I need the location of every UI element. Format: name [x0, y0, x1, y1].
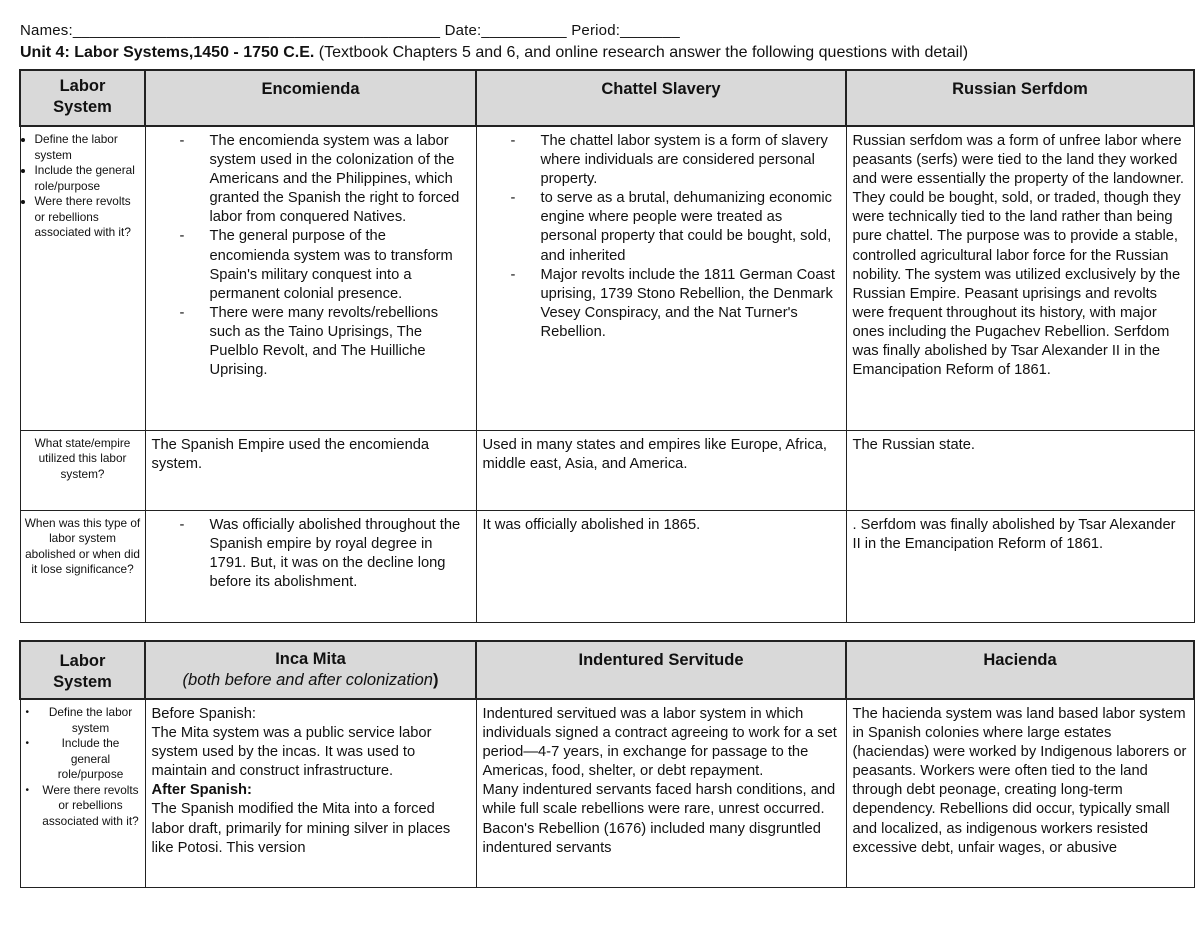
abolished-prompt: When was this type of labor system abolished or when did it lose significance?	[24, 515, 141, 576]
chattel-state-cell[interactable]	[476, 430, 846, 510]
inca-mita-subtitle: (both before and after colonization	[182, 671, 433, 689]
chattel-point: - to serve as a brutal, dehumanizing economic engine where people were treated as personal property that could be bought, sold, and inherited	[483, 189, 840, 265]
unit-title: Unit 4: Labor Systems,1450 - 1750 C.E.	[20, 44, 315, 61]
name-date-period-line[interactable]: Names:___________________________________________ Date:__________ Period:_______	[20, 22, 680, 39]
encomienda-state-text: The Spanish Empire used the encomienda system.	[151, 436, 430, 472]
abolished-prompt-cell	[20, 510, 145, 622]
inca-mita-header	[145, 641, 476, 699]
mita-after-label: After Spanish:	[151, 782, 252, 799]
define-prompt-cell-2	[20, 699, 145, 887]
inca-mita-subtitle-close: )	[432, 671, 439, 689]
prompt-revolts: • Were there revolts or rebellions associated with it?	[35, 194, 141, 241]
indentured-define-cell[interactable]	[476, 699, 846, 887]
hacienda-define-cell[interactable]	[846, 699, 1194, 887]
state-prompt-cell	[20, 430, 145, 510]
chattel-point: - Major revolts include the 1811 German Coast uprising, 1739 Stono Rebellion, the Denmark Vesey Conspiracy, and the Nat Turner's Rebellion.	[483, 266, 840, 342]
encomienda-state-cell[interactable]	[145, 430, 476, 510]
encomienda-abolished-text: - Was officially abolished throughout the Spanish empire by royal degree in 1791. But, it was on the decline long before its abolishment.	[152, 516, 470, 592]
labor-label-line1: Labor	[59, 77, 106, 95]
labor-table-2	[19, 640, 1195, 888]
chattel-slavery-title: Chattel Slavery	[601, 80, 721, 98]
labor-system-header	[20, 70, 145, 126]
chattel-slavery-header	[476, 70, 846, 126]
labor-label2-line1: Labor	[59, 652, 106, 670]
chattel-abolished-text: It was officially abolished in 1865.	[482, 516, 701, 533]
chattel-define-cell[interactable]	[476, 126, 846, 430]
prompt2-revolts: • Were there revolts or rebellions associated with it?	[35, 783, 141, 830]
labor-system-label-2	[21, 642, 144, 693]
labor-system-header-2	[20, 641, 145, 699]
russian-serfdom-header	[846, 70, 1194, 126]
prompt-define: • Define the labor system	[35, 132, 141, 163]
mita-before-text: The Mita system was a public service labor system used by the incas. It was used to maintain and construct infrastructure.	[151, 725, 432, 780]
indentured-text-2: Many indentured servants faced harsh conditions, and while full scale rebellions were rare, unrest occurred. Bacon's Rebellion (1676) included many disgruntled indentured servants	[482, 782, 836, 856]
encomienda-header	[145, 70, 476, 126]
hacienda-text: The hacienda system was land based labor system in Spanish colonies where large estates (haciendas) were worked by Indigenous laborers or peasants. Workers were often tied to the land through debt peonage, creating long-term dependency. Rebellions did occur, typically small and localized, as indigenous workers resisted excessive debt, unfair wages, or abusive	[852, 706, 1187, 856]
encomienda-define-cell[interactable]	[145, 126, 476, 430]
chattel-point: - The chattel labor system is a form of slavery where individuals are considered personal property.	[483, 132, 840, 189]
serfdom-state-cell[interactable]	[846, 430, 1194, 510]
mita-before-label: Before Spanish:	[151, 706, 257, 722]
inca-mita-define-cell[interactable]	[145, 699, 476, 887]
encomienda-point: - The encomienda system was a labor system used in the colonization of the Americans and the Philippines, which granted the Spanish the right to forced labor from conquered Natives.	[152, 132, 470, 227]
inca-mita-title: Inca Mita	[275, 650, 346, 668]
encomienda-point: - The general purpose of the encomienda system was to transform Spain's military conquest into a permanent colonial presence.	[152, 227, 470, 303]
labor-table-1	[19, 69, 1195, 623]
encomienda-title: Encomienda	[261, 80, 360, 98]
mita-after-text: The Spanish modified the Mita into a forced labor draft, primarily for mining silver in places like Potosi. This version	[151, 801, 451, 856]
indentured-header	[476, 641, 846, 699]
hacienda-header	[846, 641, 1194, 699]
serfdom-define-text: Russian serfdom was a form of unfree labor where peasants (serfs) were tied to the land they worked and were essentially the property of the landowner. They could be bought, sold, or traded, though they were technically tied to the land rather than being pure chattel. The purpose was to provide a stable, controlled agricultural labor force for the Russian nobility. The system was utilized exclusively by the Russian Empire. Peasant uprisings and revolts were frequent throughout its history, with major ones including the Pugachev Rebellion. Serfdom was finally abolished by Tsar Alexander II in the Emancipation Reform of 1861.	[852, 133, 1184, 379]
chattel-abolished-cell[interactable]	[476, 510, 846, 622]
labor-label2-line2: System	[53, 673, 112, 691]
prompt-role: • Include the general role/purpose	[35, 163, 141, 194]
indentured-title: Indentured Servitude	[578, 651, 744, 669]
unit-heading	[20, 44, 968, 62]
serfdom-abolished-text: . Serfdom was finally abolished by Tsar Alexander II in the Emancipation Reform of 1861.	[852, 516, 1176, 552]
chattel-state-text: Used in many states and empires like Europe, Africa, middle east, Asia, and America.	[482, 436, 828, 472]
prompt2-define: • Define the labor system	[35, 705, 141, 736]
labor-label-line2: System	[53, 98, 112, 116]
encomienda-point: - There were many revolts/rebellions such as the Taino Uprisings, The Puelblo Revolt, and The Huilliche Uprising.	[152, 304, 470, 380]
define-prompt-cell	[20, 126, 145, 430]
hacienda-title: Hacienda	[983, 651, 1057, 669]
state-prompt: What state/empire utilized this labor system?	[34, 435, 131, 481]
serfdom-state-text: The Russian state.	[852, 436, 975, 453]
labor-system-label	[21, 71, 144, 118]
encomienda-abolished-cell[interactable]	[145, 510, 476, 622]
russian-serfdom-title: Russian Serfdom	[952, 80, 1088, 98]
serfdom-abolished-cell[interactable]	[846, 510, 1194, 622]
prompt2-role: • Include the general role/purpose	[35, 736, 141, 783]
indentured-text-1: Indentured servitued was a labor system in which individuals signed a contract agreeing to work for a set period—4-7 years, in exchange for passage to the Americas, food, shelter, or debt repayment.	[482, 706, 837, 780]
serfdom-define-cell[interactable]	[846, 126, 1194, 430]
inca-mita-subtitle-line	[146, 670, 475, 691]
unit-note: (Textbook Chapters 5 and 6, and online research answer the following questions with detail)	[314, 44, 969, 61]
